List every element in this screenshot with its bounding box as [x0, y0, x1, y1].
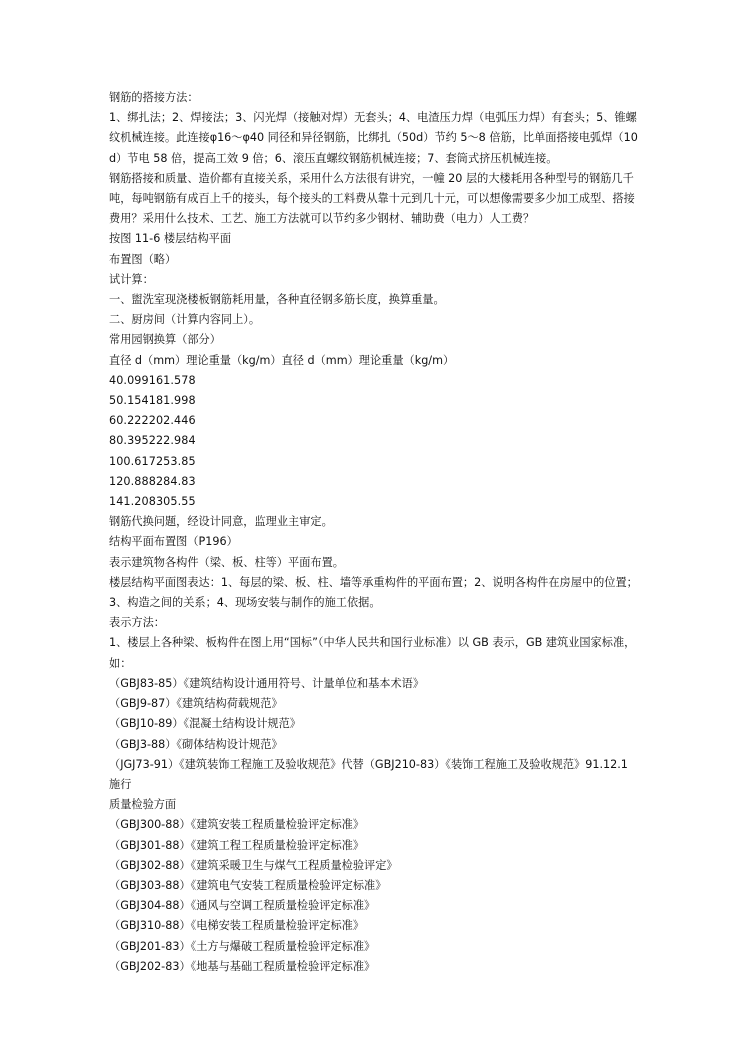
data-line: 60.222202.446: [109, 414, 196, 428]
paragraph: 常用园钢换算（部分）: [109, 333, 221, 347]
standard-item: （GBJ304-88）《通风与空调工程质量检验评定标准》: [109, 899, 376, 913]
paragraph: 表示方法：: [109, 616, 165, 630]
standard-item: （GBJ83-85）《建筑结构设计通用符号、计量单位和基本术语》: [109, 676, 425, 690]
table-header-line: 直径 d（mm）理论重量（kg/m）直径 d（mm）理论重量（kg/m）: [109, 353, 455, 367]
standard-item: （GBJ10-89）《混凝土结构设计规范》: [109, 717, 301, 731]
standard-item: （GBJ3-88）《砌体结构设计规范》: [109, 737, 283, 751]
data-line: 50.154181.998: [109, 394, 196, 408]
standard-item: （GBJ9-87）《建筑结构荷载规范》: [109, 697, 283, 711]
paragraph: 1、楼层上各种梁、板构件在图上用“国标”（中华人民共和国行业标准）以 GB 表示，GB 建筑业国家标准，如：: [109, 636, 636, 670]
data-line: 120.888284.83: [109, 474, 196, 488]
paragraph: 质量检验方面: [109, 798, 177, 812]
standard-item: （GBJ202-83）《地基与基础工程质量检验评定标准》: [109, 959, 376, 973]
data-line: 100.617253.85: [109, 454, 196, 468]
paragraph: 1、绑扎法；2、焊接法；3、闪光焊（接触对焊）无套头；4、电渣压力焊（电弧压力焊）有套头；5、锥螺纹机械连接。此连接φ16～φ40 同径和异径钢筋，比绑扎（50d）节约 5～8 倍筋，比单面搭接电弧焊（10d）节电 58 倍，提高工效 9 倍；6、滚压直螺纹钢筋机械连接；7、套筒式挤压机械连接。: [109, 111, 638, 165]
section-heading: 钢筋的搭接方法：: [109, 91, 199, 104]
standard-item: （GBJ301-88）《建筑工程工程质量检验评定标准》: [109, 838, 365, 852]
standard-item: （GBJ201-83）《土方与爆破工程质量检验评定标准》: [109, 939, 376, 953]
document-body: [109, 88, 639, 977]
paragraph: 试计算：: [109, 272, 154, 286]
standard-item: （GBJ300-88）《建筑安装工程质量检验评定标准》: [109, 818, 365, 832]
data-line: 40.099161.578: [109, 373, 196, 387]
paragraph: 表示建筑物各构件（梁、板、柱等）平面布置。: [109, 555, 344, 569]
paragraph: 钢筋代换问题，经设计同意，监理业主审定。: [109, 515, 333, 529]
paragraph: 结构平面布置图（P196）: [109, 535, 238, 549]
paragraph: 钢筋搭接和质量、造价都有直接关系，采用什么方法很有讲究，一幢 20 层的大楼耗用各种型号的钢筋几千吨，每吨钢筋有成百上千的接头，每个接头的工料费从靠十元到几十元，可以想像需要多少加工成型、搭接费用？采用什么技术、工艺、施工方法就可以节约多少钢材、辅助费（电力）人工费？: [109, 171, 635, 226]
standard-item: （GBJ310-88）《电梯安装工程质量检验评定标准》: [109, 919, 365, 933]
paragraph: 一、盥洗室现浇楼板钢筋耗用量，各种直径钢多筋长度，换算重量。: [109, 293, 445, 307]
standard-item: （GBJ303-88）《建筑电气安装工程质量检验评定标准》: [109, 878, 387, 892]
paragraph: 按图 11-6 楼层结构平面: [109, 232, 232, 246]
standard-item: （GBJ302-88）《建筑采暖卫生与煤气工程质量检验评定》: [109, 858, 398, 872]
paragraph: 布置图（略）: [109, 252, 177, 266]
paragraph: 楼层结构平面图表达：1、每层的梁、板、柱、墙等承重构件的平面布置；2、说明各构件在房屋中的位置；3、构造之间的关系；4、现场安装与制作的施工依据。: [109, 575, 638, 610]
data-line: 80.395222.984: [109, 434, 196, 448]
paragraph: 二、厨房间（计算内容同上）。: [109, 313, 261, 327]
data-line: 141.208305.55: [109, 495, 196, 509]
standard-item: （JGJ73-91）《建筑装饰工程施工及验收规范》代替（GBJ210-83）《装饰工程施工及验收规范》91.12.1 施行: [109, 757, 628, 791]
